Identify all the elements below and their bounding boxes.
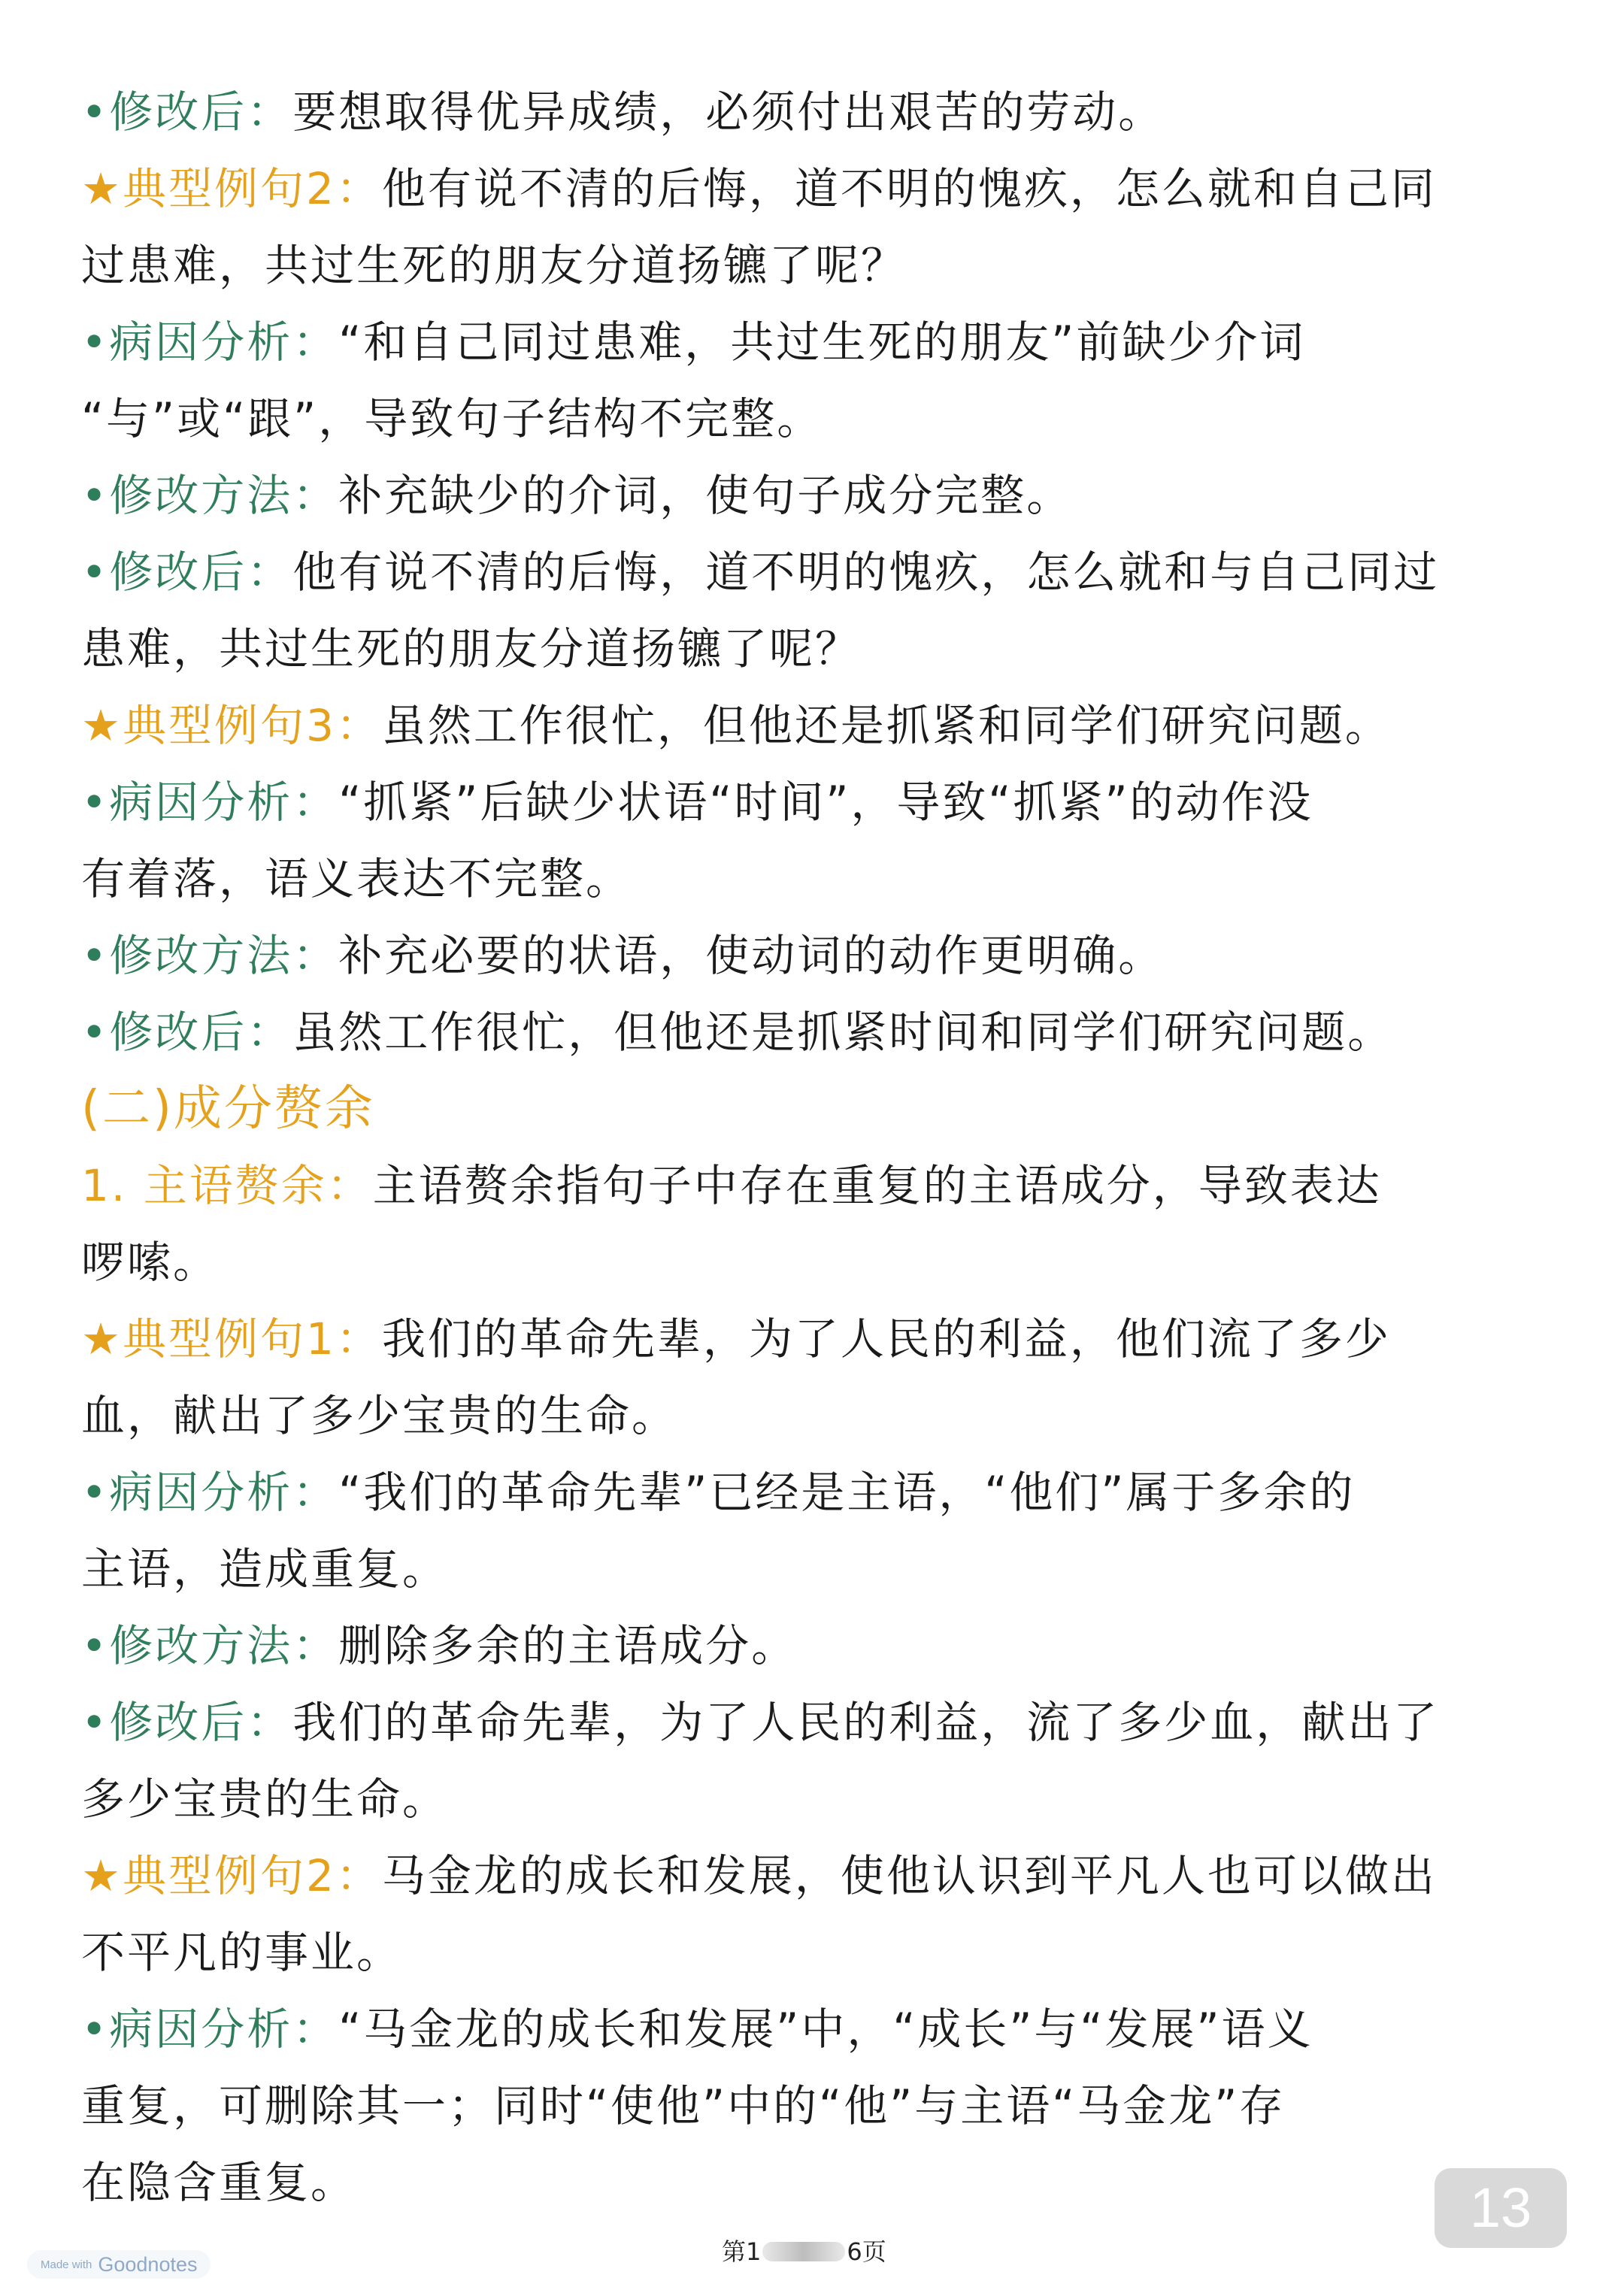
text-line xyxy=(81,1454,1555,1531)
line-body-text: 有着落，语义表达不完整。 xyxy=(81,853,632,904)
text-line xyxy=(81,74,1555,150)
watermark-brand: Goodnotes xyxy=(98,2252,198,2276)
line-body-text: “我们的革命先辈”已经是主语，“他们”属于多余的 xyxy=(338,1467,1356,1518)
footer-page-indicator xyxy=(722,2233,917,2270)
example-label: ★典型例句3： xyxy=(81,700,382,751)
text-line xyxy=(81,841,1555,917)
text-line xyxy=(81,150,1555,227)
text-line xyxy=(81,227,1555,304)
footer-page-suffix: 6页 xyxy=(847,2237,886,2266)
goodnotes-watermark xyxy=(27,2250,211,2279)
line-body-text: 他有说不清的后悔，道不明的愧疚，怎么就和与自己同过 xyxy=(292,547,1440,598)
text-line xyxy=(81,534,1555,610)
analysis-label: •修改后： xyxy=(81,1007,293,1058)
text-line xyxy=(81,764,1555,841)
text-line xyxy=(81,687,1555,764)
text-line xyxy=(81,1224,1555,1301)
line-body-text: 虽然工作很忙，但他还是抓紧时间和同学们研究问题。 xyxy=(292,1007,1394,1058)
line-body-text: 要想取得优异成绩，必须付出艰苦的劳动。 xyxy=(292,86,1165,138)
line-body-text: 补充必要的状语，使动词的动作更明确。 xyxy=(338,930,1165,981)
analysis-label: •修改后： xyxy=(81,547,293,598)
analysis-label: •修改后： xyxy=(81,1697,293,1748)
text-line xyxy=(81,2144,1555,2221)
watermark-made-with: Made with xyxy=(41,2258,92,2271)
footer-page-prefix: 第1 xyxy=(722,2237,762,2266)
text-line xyxy=(81,1991,1555,2067)
analysis-label: •病因分析： xyxy=(81,1467,339,1518)
line-body-text: 补充缺少的介词，使句子成分完整。 xyxy=(338,470,1073,521)
text-line xyxy=(81,1147,1555,1224)
text-line xyxy=(81,1914,1555,1991)
line-body-text: 删除多余的主语成分。 xyxy=(338,1620,798,1671)
line-body-text: 患难，共过生死的朋友分道扬镳了呢？ xyxy=(81,623,862,674)
footer-redaction-mask xyxy=(762,2242,845,2261)
line-body-text: 马金龙的成长和发展，使他认识到平凡人也可以做出 xyxy=(381,1850,1437,1901)
analysis-label: •修改方法： xyxy=(81,1620,339,1671)
line-body-text: “马金龙的成长和发展”中，“成长”与“发展”语义 xyxy=(338,2004,1313,2055)
section-heading-text: (二)成分赘余 xyxy=(81,1081,375,1137)
text-line xyxy=(81,1837,1555,1914)
text-line xyxy=(81,457,1555,534)
text-line xyxy=(81,1607,1555,1684)
line-body-text: “和自己同过患难，共过生死的朋友”前缺少介词 xyxy=(338,317,1306,368)
text-line xyxy=(81,1377,1555,1454)
analysis-label: •病因分析： xyxy=(81,317,339,368)
line-body-text: 他有说不清的后悔，道不明的愧疚，怎么就和自己同 xyxy=(381,163,1437,214)
line-body-text: 主语，造成重复。 xyxy=(81,1543,449,1595)
text-line xyxy=(81,380,1555,457)
line-body-text: 血，献出了多少宝贵的生命。 xyxy=(81,1390,678,1441)
text-line xyxy=(81,2067,1555,2144)
line-body-text: “与”或“跟”，导致句子结构不完整。 xyxy=(81,393,823,444)
line-body-text: 我们的革命先辈，为了人民的利益，流了多少血，献出了 xyxy=(292,1697,1440,1748)
example-label: ★典型例句2： xyxy=(81,1850,382,1901)
section-heading xyxy=(81,1071,1555,1147)
text-line xyxy=(81,994,1555,1071)
text-line xyxy=(81,1684,1555,1761)
line-body-text: 重复，可删除其一；同时“使他”中的“他”与主语“马金龙”存 xyxy=(81,2080,1286,2131)
text-line xyxy=(81,1301,1555,1377)
line-body-text: 我们的革命先辈，为了人民的利益，他们流了多少 xyxy=(381,1313,1391,1365)
text-line xyxy=(81,917,1555,994)
line-body-text: 不平凡的事业。 xyxy=(81,1927,403,1978)
line-body-text: 啰嗦。 xyxy=(81,1237,220,1288)
line-body-text: 过患难，共过生死的朋友分道扬镳了呢？ xyxy=(81,240,907,291)
analysis-label: •修改后： xyxy=(81,86,293,138)
example-label: ★典型例句1： xyxy=(81,1313,382,1365)
line-body-text: 虽然工作很忙，但他还是抓紧和同学们研究问题。 xyxy=(381,700,1391,751)
content-lines xyxy=(81,74,1555,2221)
analysis-label: •修改方法： xyxy=(81,470,339,521)
text-line xyxy=(81,304,1555,380)
analysis-label: •修改方法： xyxy=(81,930,339,981)
line-body-text: “抓紧”后缺少状语“时间”，导致“抓紧”的动作没 xyxy=(338,777,1313,828)
text-line xyxy=(81,610,1555,687)
page-number-badge: 13 xyxy=(1435,2168,1567,2248)
text-line xyxy=(81,1531,1555,1607)
analysis-label: •病因分析： xyxy=(81,2004,339,2055)
example-label: ★典型例句2： xyxy=(81,163,382,214)
subsection-label: 1. 主语赘余： xyxy=(81,1160,373,1211)
line-body-text: 在隐含重复。 xyxy=(81,2157,357,2208)
analysis-label: •病因分析： xyxy=(81,777,339,828)
line-body-text: 主语赘余指句子中存在重复的主语成分，导致表达 xyxy=(372,1160,1382,1211)
text-line xyxy=(81,1761,1555,1837)
line-body-text: 多少宝贵的生命。 xyxy=(81,1773,449,1825)
